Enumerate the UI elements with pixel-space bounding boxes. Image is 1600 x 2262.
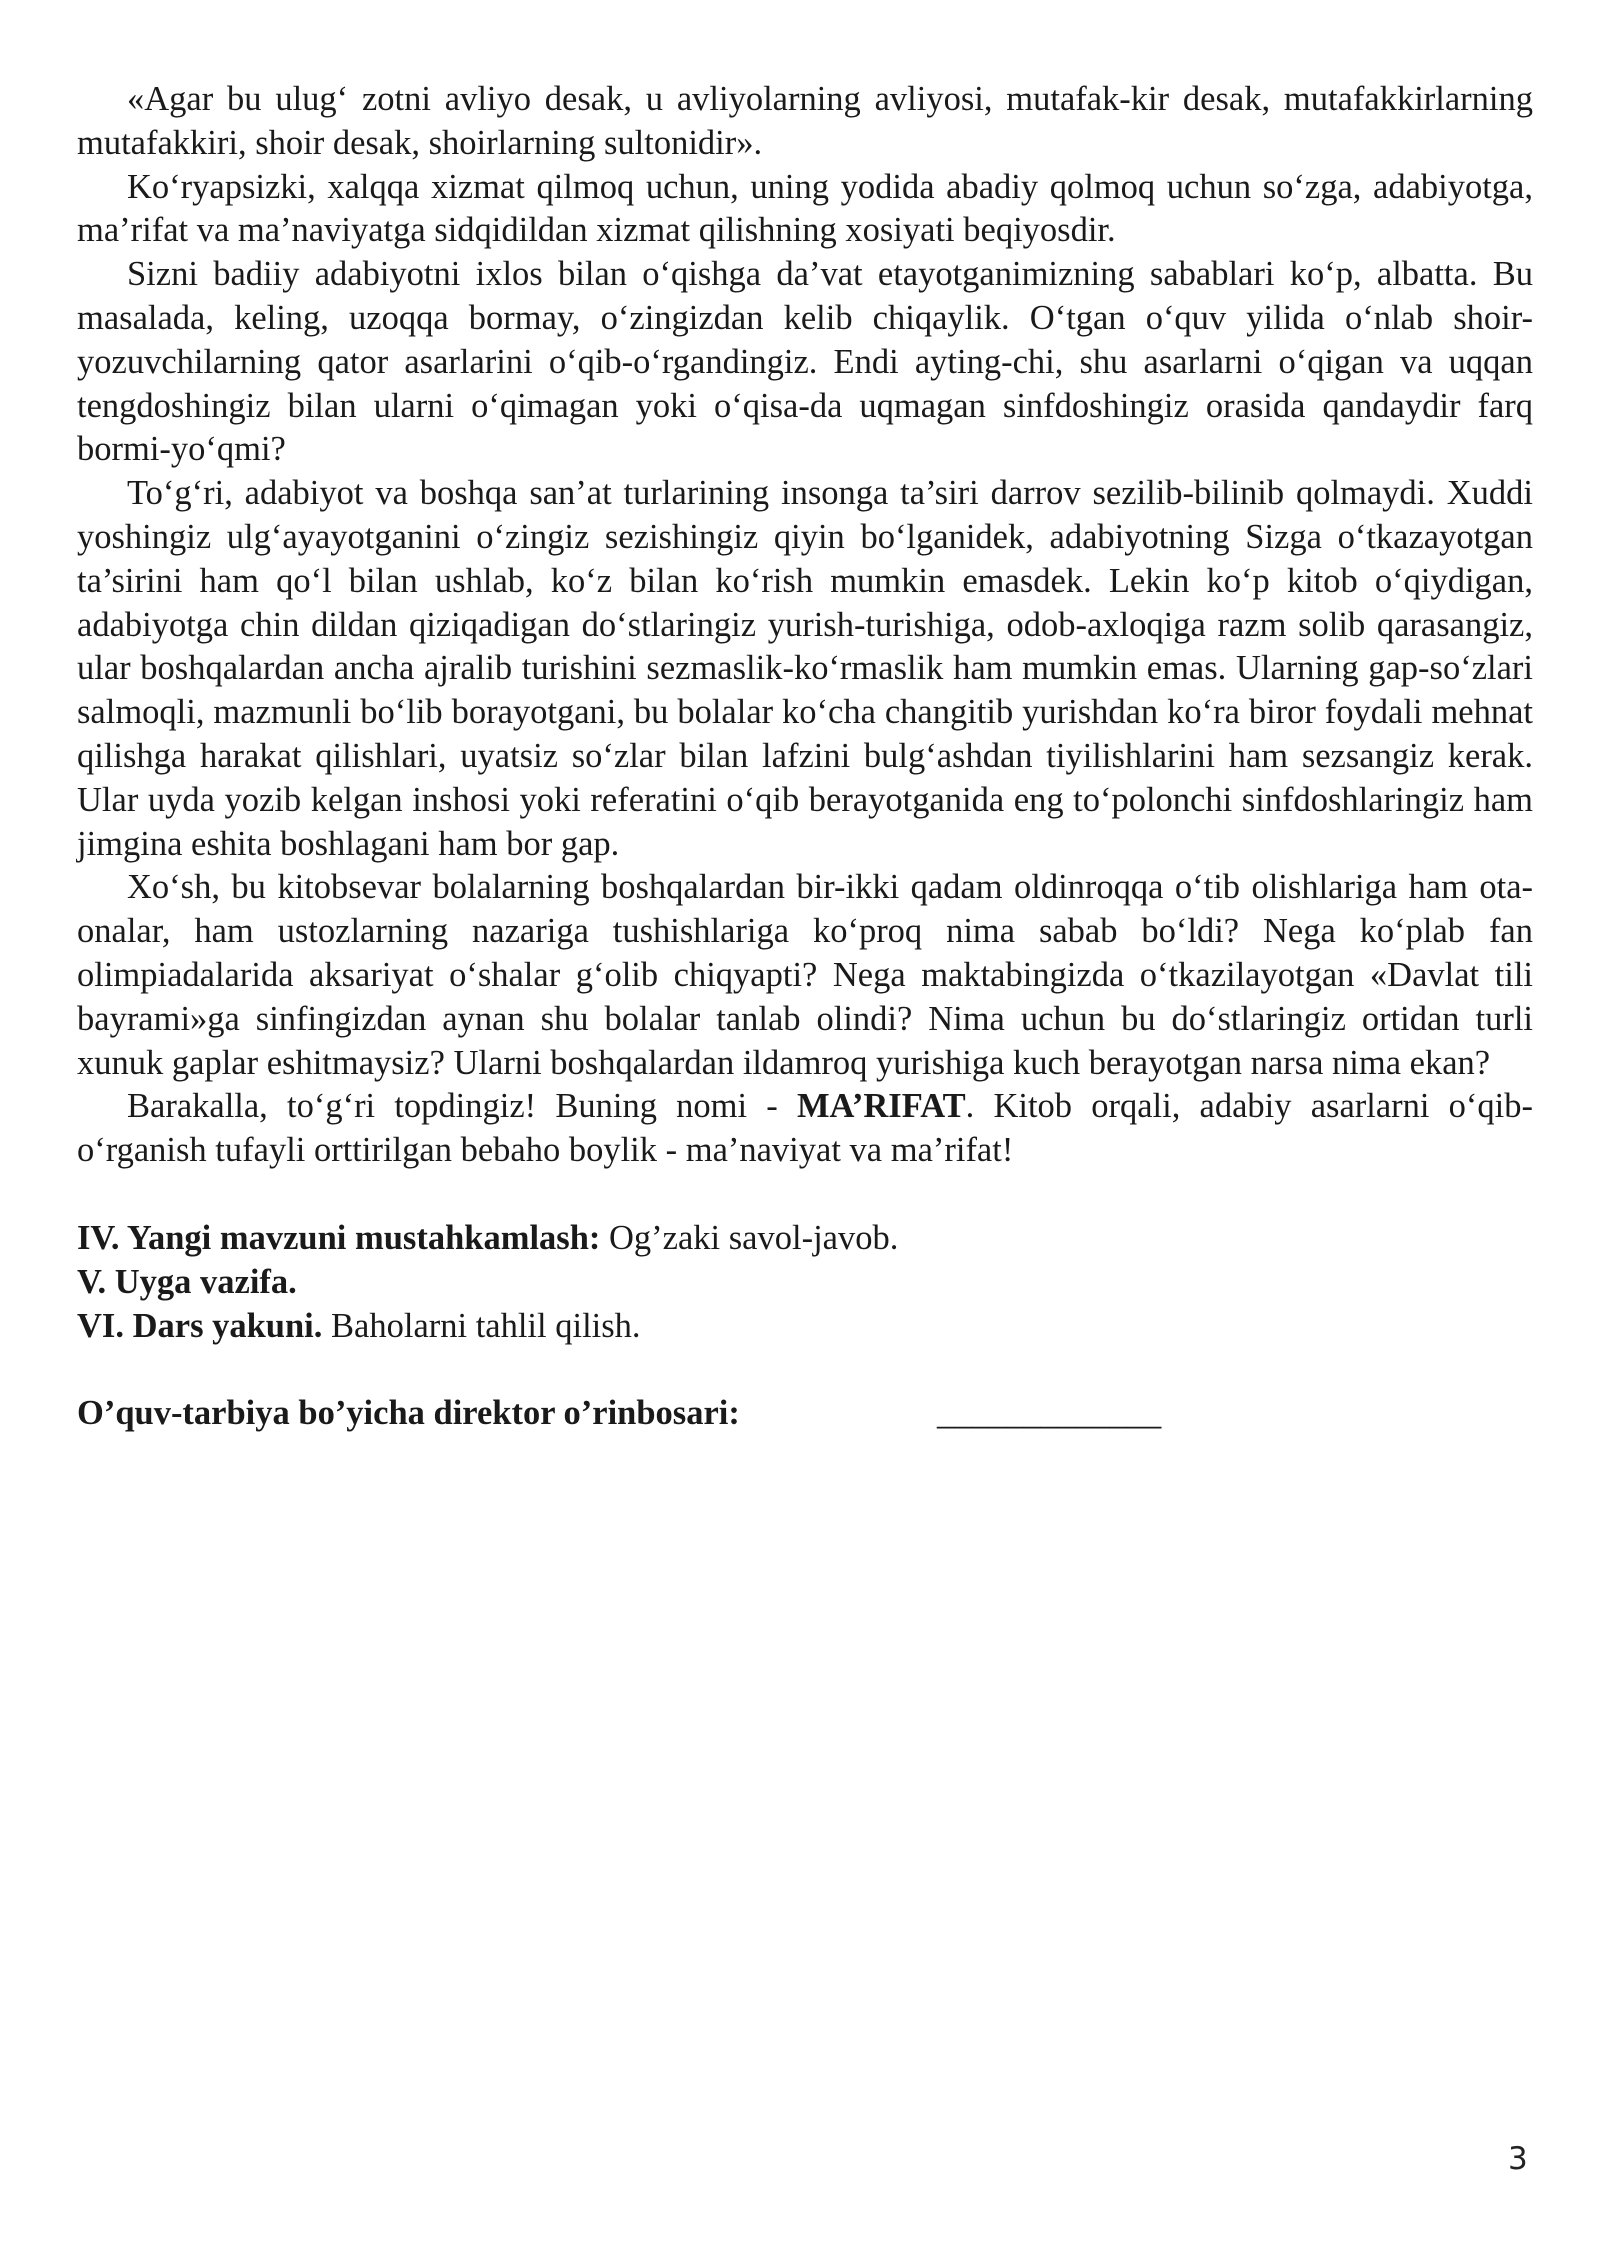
- marifat-bold: MA’RIFAT: [796, 1087, 966, 1126]
- conclusion-text-before: Barakalla, to‘g‘ri topdingiz! Buning nomi -: [127, 1087, 797, 1126]
- section-text: Og’zaki savol-javob.: [600, 1218, 899, 1257]
- paragraph-influence: To‘g‘ri, adabiyot va boshqa san’at turlarining insonga ta’siri darrov sezilib-bilinib qolmaydi. Xuddi yoshingiz ulg‘ayayotganini o‘zingiz sezishingiz qiyin bo‘lganidek, adabiyotning Sizga o‘tkazayotgan ta’sirini ham qo‘l bilan ushlab, ko‘z bilan ko‘rish mumkin emasdek. Lekin ko‘p kitob o‘qiydigan, adabiyotga chin dildan qiziqadigan do‘stlaringiz yurish-turishiga, odob-axloqiga razm solib qarasangiz, ular boshqalardan ancha ajralib turishini sezmaslik-ko‘rmaslik ham mumkin emas. Ularning gap-so‘zlari salmoqli, mazmunli bo‘lib borayotgani, bu bolalar ko‘cha changitib yurishdan ko‘ra biror foydali mehnat qilishga harakat qilishlari, uyatsiz so‘zlar bilan lafzini bulg‘ashdan tiyilishlarini ham sezsangiz kerak. Ular uyda yozib kelgan inshosi yoki referatini o‘qib berayotganida eng to‘polonchi sinfdoshlaringiz ham jimgina eshita boshlagani ham bor gap.: [77, 474, 1533, 863]
- page-number: 3: [1508, 2141, 1528, 2177]
- document-page: [77, 78, 1533, 1436]
- signature-label: O’quv-tarbiya bo’yicha direktor o’rinbosari:: [77, 1394, 740, 1433]
- section-text: Baholarni tahlil qilish.: [322, 1306, 641, 1345]
- signature-row: [77, 1392, 1533, 1436]
- section-heading: V. Uyga vazifa.: [77, 1262, 297, 1301]
- section-heading: VI. Dars yakuni.: [77, 1306, 323, 1345]
- signature-blank-line: _____________: [937, 1394, 1162, 1433]
- paragraph-reasons: Sizni badiiy adabiyotni ixlos bilan o‘qishga da’vat etayotganimizning sabablari ko‘p, albatta. Bu masalada, keling, uzoqqa bormay, o‘zingizdan kelib chiqaylik. O‘tgan o‘quv yilida o‘nlab shoir-yozuvchilarning qator asarlarini o‘qib-o‘rgandingiz. Endi ayting-chi, shu asarlarni o‘qigan va uqqan tengdoshingiz bilan ularni o‘qimagan yoki o‘qisa-da uqmagan sinfdoshingiz orasida qandaydir farq bormi-yo‘qmi?: [77, 255, 1533, 469]
- section-summary: [77, 1305, 1533, 1349]
- spacer: [77, 1173, 1533, 1217]
- section-homework: [77, 1261, 1533, 1305]
- section-heading: IV. Yangi mavzuni mustahkamlash:: [77, 1218, 601, 1257]
- paragraph-questions: Xo‘sh, bu kitobsevar bolalarning boshqalardan bir-ikki qadam oldinroqqa o‘tib olishlariga ham ota-onalar, ham ustozlarning nazariga tushishlariga ko‘proq nima sabab bo‘ldi? Nega ko‘plab fan olimpiadalarida aksariyat o‘shalar g‘olib chiqyapti? Nega maktabingizda o‘tkazilayotgan «Davlat tili bayrami»ga sinfingizdan aynan shu bolalar tanlab olindi? Nima uchun bu do‘stlaringiz ortidan turli xunuk gaplar eshitmaysiz? Ularni boshqalardan ildamroq yurishiga kuch berayotgan narsa nima ekan?: [77, 868, 1533, 1082]
- paragraph-quote: «Agar bu ulug‘ zotni avliyo desak, u avliyolarning avliyosi, mutafak-kir desak, mutafakkirlarning mutafakkiri, shoir desak, shoirlarning sultonidir».: [77, 80, 1533, 162]
- paragraph-conclusion: [77, 1085, 1533, 1173]
- conclusion-text-after: . Kitob orqali, adabiy asarlarni o‘qib-o‘rganish tufayli orttirilgan bebaho boylik - ma’naviyat va ma’rifat!: [77, 1087, 1533, 1170]
- paragraph-service: Ko‘ryapsizki, xalqqa xizmat qilmoq uchun, uning yodida abadiy qolmoq uchun so‘zga, adabiyotga, ma’rifat va ma’naviyatga sidqidildan xizmat qilishning xosiyati beqiyosdir.: [77, 167, 1533, 250]
- section-reinforcement: [77, 1217, 1533, 1261]
- spacer: [77, 1348, 1533, 1392]
